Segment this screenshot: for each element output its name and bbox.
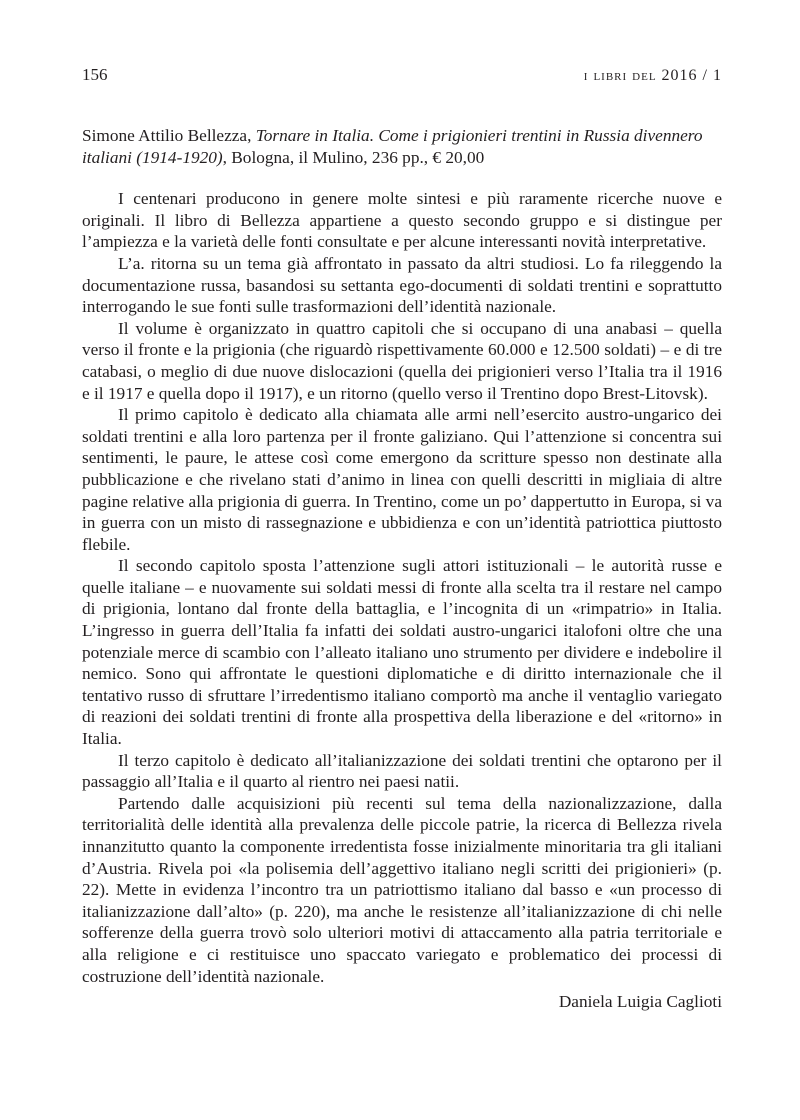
paragraph-5: Il secondo capitolo sposta l’attenzione sugli attori istituzionali – le autorità russe e quelle italiane – e nuovamente sui soldati messi di fronte alla scelta tra il restare nel campo di prigionia, lontano dal fronte della battaglia, e l’incognita di un «rimpatrio» in Italia. L’ingresso in guerra dell’Italia fa infatti dei soldati austro-ungarici italofoni oltre che una potenziale merce di scambio con l’alleato italiano uno strumento per dividere e indebolire il nemico. Sono qui affrontate le questioni diplomatiche e di diritto internazionale che il tentativo russo di sfruttare l’irredentismo italiano comportò ma anche il ventaglio variegato di reazioni dei soldati trentini di fronte alla prospettiva della liberazione e del «ritorno» in Italia. bbox=[82, 556, 722, 749]
review-body bbox=[82, 188, 722, 987]
paragraph-6: Il terzo capitolo è dedicato all’italianizzazione dei soldati trentini che optarono per il passaggio all’Italia e il quarto al rientro nei paesi natii. bbox=[82, 750, 722, 792]
citation-title: Tornare in Italia. Come i prigionieri trentini in Russia divennero italiani (1914-1920) bbox=[82, 126, 703, 167]
paragraph-1: I centenari producono in genere molte sintesi e più raramente ricerche nuove e originali. Il libro di Bellezza appartiene a questo secondo gruppo e si distingue per l’ampiezza e la varietà delle fonti consultate e per alcune interessanti novità interpretative. bbox=[82, 189, 722, 252]
citation-author: Simone Attilio Bellezza, bbox=[82, 126, 252, 145]
paragraph-3: Il volume è organizzato in quattro capitoli che si occupano di una anabasi – quella verso il fronte e la prigionia (che riguardò rispettivamente 60.000 e 12.500 soldati) – e di tre catabasi, o meglio di due nuove dislocazioni (quella dei prigionieri verso l’Italia tra il 1916 e il 1917 e quella dopo il 1917), e un ritorno (quello verso il Trentino dopo Brest-Litovsk). bbox=[82, 318, 722, 403]
journal-title: i libri del 2016 / 1 bbox=[583, 67, 722, 84]
page bbox=[82, 64, 722, 1013]
book-citation bbox=[82, 125, 722, 168]
reviewer-signature: Daniela Luigia Caglioti bbox=[558, 992, 722, 1012]
page-number: 156 bbox=[82, 65, 108, 84]
running-head bbox=[82, 64, 722, 87]
paragraph-4: Il primo capitolo è dedicato alla chiamata alle armi nell’esercito austro-ungarico dei soldati trentini e alla loro partenza per il fronte galiziano. Qui l’attenzione si concentra sui sentimenti, le paure, le attese così come emergono da scritture spesso non destinate alla pubblicazione e che rivelano stati d’animo in linea con quelli descritti in migliaia di altre pagine relative alla prigionia di guerra. In Trentino, come un po’ dappertutto in Europa, si va in guerra con un misto di rassegnazione e ubbidienza e con un’identità patriottica piuttosto flebile. bbox=[82, 405, 722, 554]
paragraph-2: L’a. ritorna su un tema già affrontato in passato da altri studiosi. Lo fa rileggendo la documentazione russa, basandosi su settanta ego-documenti di soldati trentini e soprattutto interrogando le sue fonti sulle trasformazioni dell’identità nazionale. bbox=[82, 253, 722, 317]
paragraph-7: Partendo dalle acquisizioni più recenti sul tema della nazionalizzazione, dalla territorialità delle identità alla prevalenza delle piccole patrie, la ricerca di Bellezza rivela innanzitutto quanto la componente irredentista fosse inizialmente minoritaria tra gli italiani d’Austria. Rivela poi «la polisemia dell’aggettivo italiano negli scritti dei prigionieri» (p. 22). Mette in evidenza l’incontro tra un patriottismo italiano dal basso e «un processo di italianizzazione dall’alto» (p. 220), ma anche le resistenze all’italianizzazione di chi nelle sofferenze della guerra trovò solo ulteriori motivi di attaccamento alla patria territoriale e alla religione e ci restituisce uno spaccato variegato e problematico dei processi di costruzione dell’identità nazionale. bbox=[82, 793, 722, 986]
citation-publication: , Bologna, il Mulino, 236 pp., € 20,00 bbox=[222, 147, 485, 167]
